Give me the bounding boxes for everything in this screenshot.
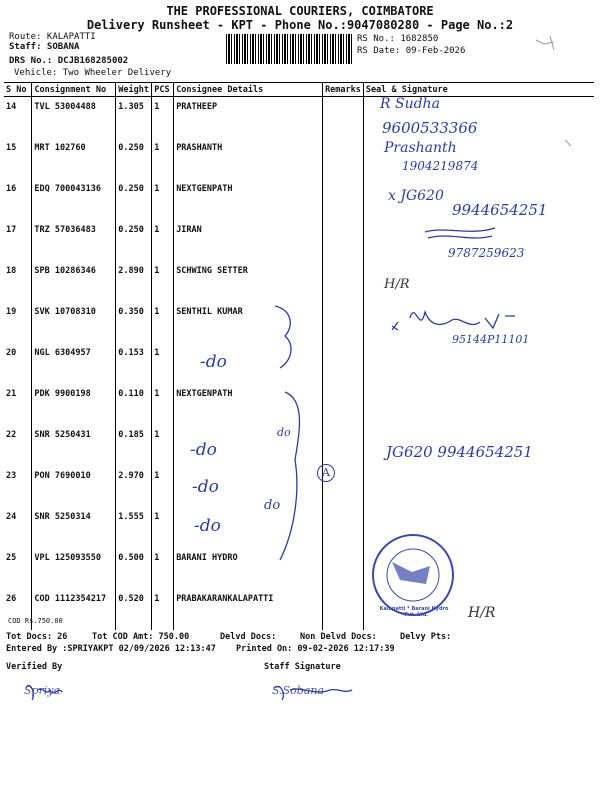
column-header: Weight	[116, 83, 152, 97]
cell-sno: 21	[6, 389, 17, 399]
route: Route: KALAPATTI	[9, 32, 96, 42]
runsheet-title: Delivery Runsheet - KPT - Phone No.:9047080280 - Page No.:2	[86, 18, 514, 32]
sig-row14-name: R Sudha	[380, 96, 440, 112]
cell-weight: 0.153	[116, 343, 152, 384]
cell-consignee: SCHWING SETTER	[174, 261, 323, 302]
cell-cons: SPB 10286346	[32, 261, 116, 302]
cell-consignee: SENTHIL KUMAR	[174, 302, 323, 343]
row19-signature	[392, 312, 515, 330]
cell-pcs: 1	[152, 343, 174, 384]
cell-cons: COD 1112354217	[32, 589, 116, 630]
cell-sno: 17	[6, 225, 17, 235]
cell-pcs: 1	[152, 425, 174, 466]
cell-cons: TVL 53004488	[32, 97, 116, 139]
cell-pcs: 1	[152, 261, 174, 302]
staff-signature-label: Staff Signature	[264, 662, 341, 672]
sig-row14-phone: 9600533366	[382, 119, 478, 137]
ditto-row23: -do	[192, 477, 219, 497]
cell-consignee: JIRAN	[174, 220, 323, 261]
column-header: Seal & Signature	[363, 83, 594, 97]
cell-cons: PON 7690010	[32, 466, 116, 507]
cell-pcs: 1	[152, 466, 174, 507]
sig-row19-num: 95144P11101	[452, 333, 530, 346]
cell-weight: 2.970	[116, 466, 152, 507]
cell-weight: 0.250	[116, 138, 152, 179]
cell-cons: PDK 9900198	[32, 384, 116, 425]
cell-consignee: BARANI HYDRO	[174, 548, 323, 589]
cell-sno: 26	[6, 594, 17, 604]
ditto-row22: -do	[190, 440, 217, 460]
column-header: PCS	[152, 83, 174, 97]
cell-pcs: 1	[152, 384, 174, 425]
circle-a-mark: A	[317, 464, 335, 482]
sig-row16-id: x JG620	[388, 188, 444, 204]
cell-pcs: 1	[152, 302, 174, 343]
vehicle: Vehicle: Two Wheeler Delivery	[14, 68, 172, 78]
cell-cons: SVK 10708310	[32, 302, 116, 343]
cell-cons: VPL 125093550	[32, 548, 116, 589]
cell-weight: 0.110	[116, 384, 152, 425]
cell-consignee: NEXTGENPATH	[174, 179, 323, 220]
cell-weight: 0.500	[116, 548, 152, 589]
column-header: Consignment No	[32, 83, 116, 97]
cell-cons: SNR 5250314	[32, 507, 116, 548]
cell-pcs: 1	[152, 179, 174, 220]
sig-row16-phone: 9944654251	[452, 201, 548, 219]
cell-pcs: 1	[152, 97, 174, 139]
column-header: Remarks	[323, 83, 364, 97]
verified-sig-text: Spriya	[24, 684, 61, 697]
verified-by: Verified By	[6, 662, 63, 672]
cell-weight: 0.520	[116, 589, 152, 630]
entered-by: Entered By :SPRIYAKPT 02/09/2026 12:13:47	[6, 644, 216, 654]
column-header: Consignee Details	[174, 83, 323, 97]
ditto-small1: do	[277, 426, 291, 439]
cell-sno: 23	[6, 471, 17, 481]
cell-sno: 20	[6, 348, 17, 358]
sig-row15-name: Prashanth	[384, 140, 457, 156]
cell-weight: 0.250	[116, 220, 152, 261]
rs-date: RS Date: 09-Feb-2026	[357, 46, 466, 56]
cell-cons: NGL 6304957	[32, 343, 116, 384]
cell-weight: 1.555	[116, 507, 152, 548]
drs-no: DRS No.: DCJB168285002	[9, 56, 129, 66]
cell-sno: 15	[6, 143, 17, 153]
cell-weight: 1.305	[116, 97, 152, 139]
sig-row18: H/R	[384, 277, 410, 292]
ditto-row24: -do	[194, 516, 221, 536]
cell-cons: TRZ 57036483	[32, 220, 116, 261]
cell-consignee: PRASHANTH	[174, 138, 323, 179]
ditto-row20: -do	[200, 352, 227, 372]
cell-weight: 2.890	[116, 261, 152, 302]
rs-no: RS No.: 1682850	[357, 34, 439, 44]
cell-pcs: 1	[152, 138, 174, 179]
company-seal	[373, 535, 453, 615]
delvy-pts: Delvy Pts:	[400, 632, 452, 642]
cell-pcs: 1	[152, 548, 174, 589]
cell-weight: 0.250	[116, 179, 152, 220]
non-delvd-docs: Non Delvd Docs:	[300, 632, 377, 642]
cell-consignee: NEXTGENPATH	[174, 384, 323, 425]
sig-row26: H/R	[468, 605, 496, 621]
brace-19-20	[275, 306, 291, 368]
delvd-docs: Delvd Docs:	[220, 632, 277, 642]
cod-note: COD Rs.750.00	[8, 617, 63, 625]
cell-sno: 18	[6, 266, 17, 276]
cell-sno: 16	[6, 184, 17, 194]
printed-on: Printed On: 09-02-2026 12:17:39	[236, 644, 395, 654]
cell-cons: MRT 102760	[32, 138, 116, 179]
cell-cons: SNR 5250431	[32, 425, 116, 466]
cell-sno: 19	[6, 307, 17, 317]
sig-row15-phone: 1904219874	[402, 159, 479, 173]
seal-text: Kalapatti * Barani Hydro * Pvt. Ltd.	[379, 606, 449, 618]
staff-sig-text: S.Sobana	[272, 684, 325, 697]
stray-mark-right	[565, 140, 571, 146]
staff: Staff: SOBANA	[9, 42, 80, 52]
cell-sno: 14	[6, 102, 17, 112]
ditto-small2: do	[264, 498, 281, 513]
column-header: S No	[4, 83, 32, 97]
cell-pcs: 1	[152, 220, 174, 261]
cell-weight: 0.185	[116, 425, 152, 466]
stray-mark-top-right	[536, 36, 554, 50]
cell-pcs: 1	[152, 507, 174, 548]
row17-scribble	[425, 228, 495, 238]
cell-sno: 24	[6, 512, 17, 522]
tot-docs: Tot Docs: 26	[6, 632, 68, 642]
sig-row17-phone: 9787259623	[448, 246, 525, 260]
cell-consignee: PRABAKARANKALAPATTI	[174, 589, 323, 630]
company-title: THE PROFESSIONAL COURIERS, COIMBATORE	[166, 4, 434, 18]
cell-sno: 25	[6, 553, 17, 563]
sig-row22: JG620 9944654251	[386, 443, 533, 461]
cell-cons: EDQ 700043136	[32, 179, 116, 220]
cell-consignee: PRATHEEP	[174, 97, 323, 139]
tot-cod: Tot COD Amt: 750.00	[92, 632, 190, 642]
cell-sno: 22	[6, 430, 17, 440]
cell-pcs: 1	[152, 589, 174, 630]
cell-weight: 0.350	[116, 302, 152, 343]
brace-21-24	[280, 392, 299, 560]
